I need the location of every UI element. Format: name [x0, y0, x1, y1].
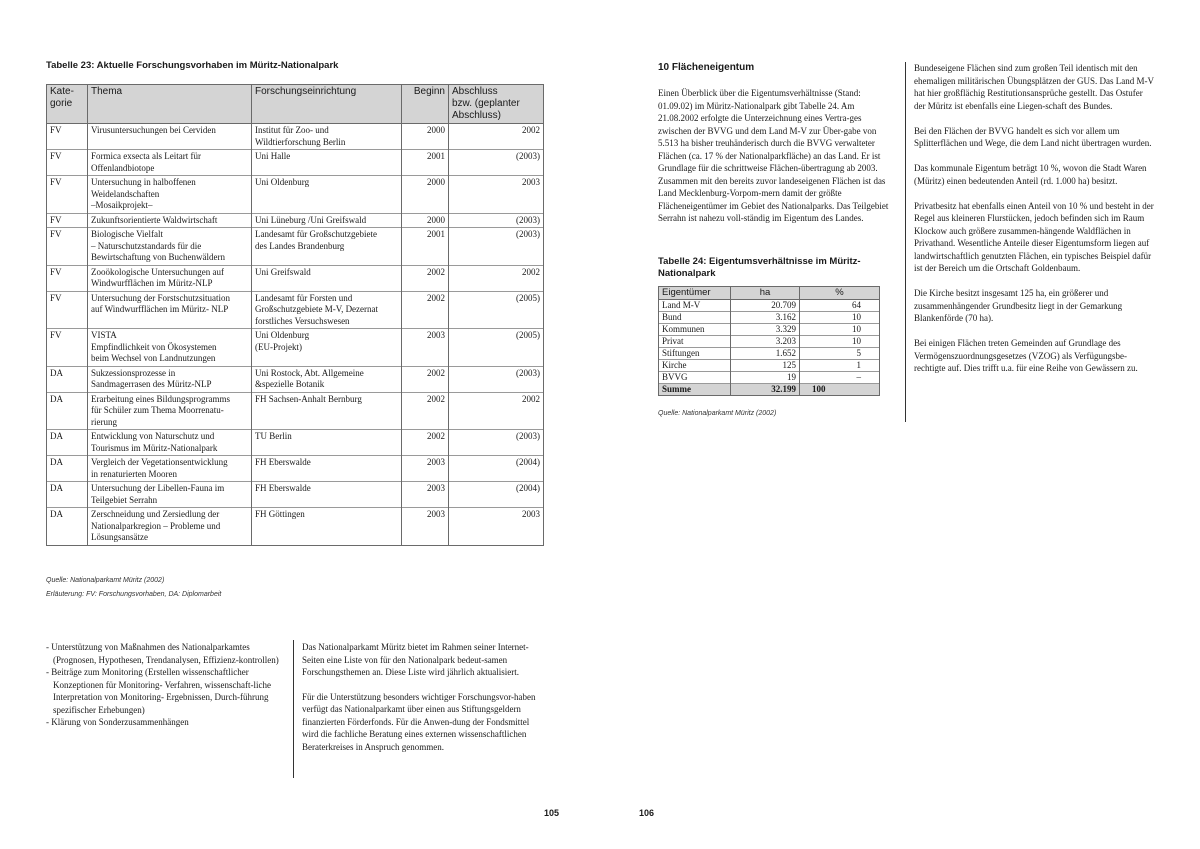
cell-thema: Erarbeitung eines Bildungsprogramms für Schüler zum Thema Moorrenatu- rierung	[88, 392, 252, 430]
cell-thema: Vergleich der Vegetationsentwicklung in renaturierten Mooren	[88, 456, 252, 482]
table-row	[47, 482, 544, 508]
table-row	[47, 228, 544, 266]
ownership-table	[658, 286, 880, 396]
header-beginn: Beginn	[402, 85, 449, 124]
cell-thema: Zukunftsorientierte Waldwirtschaft	[88, 213, 252, 228]
table-header-row	[659, 287, 880, 300]
cell-thema: Virusuntersuchungen bei Cerviden	[88, 124, 252, 150]
page-number-left: 105	[544, 808, 560, 818]
cell-kategorie: FV	[47, 228, 88, 266]
cell-einrichtung: TU Berlin	[252, 430, 402, 456]
cell-einrichtung: Institut für Zoo- und Wildtierforschung Berlin	[252, 124, 402, 150]
cell-kategorie: FV	[47, 124, 88, 150]
cell-abschluss: 2002	[449, 124, 544, 150]
cell-eigentuemer: Privat	[659, 336, 731, 348]
header-ha: ha	[731, 287, 800, 300]
cell-kategorie: FV	[47, 329, 88, 367]
table-row	[47, 329, 544, 367]
cell-kategorie: DA	[47, 482, 88, 508]
table-row	[47, 150, 544, 176]
table-row	[47, 176, 544, 214]
cell-eigentuemer: Stiftungen	[659, 348, 731, 360]
table23-source: Quelle: Nationalparkamt Müritz (2002)	[46, 577, 165, 584]
cell-abschluss: (2003)	[449, 213, 544, 228]
cell-thema: Entwicklung von Naturschutz und Tourismus im Müritz-Nationalpark	[88, 430, 252, 456]
cell-einrichtung: Uni Greifswald	[252, 265, 402, 291]
table-row	[47, 124, 544, 150]
table-row	[47, 213, 544, 228]
table24-source: Quelle: Nationalparkamt Müritz (2002)	[658, 410, 777, 417]
cell-kategorie: DA	[47, 392, 88, 430]
cell-percent: –	[800, 372, 880, 384]
table-row	[47, 392, 544, 430]
cell-thema: Zooökologische Untersuchungen auf Windwurfflächen im Müritz-NLP	[88, 265, 252, 291]
cell-abschluss: 2003	[449, 176, 544, 214]
table-row	[659, 336, 880, 348]
table-row	[659, 324, 880, 336]
cell-ha: 20.709	[731, 300, 800, 312]
cell-beginn: 2001	[402, 228, 449, 266]
cell-ha: 125	[731, 360, 800, 372]
body-text-column	[302, 641, 547, 765]
cell-beginn: 2002	[402, 291, 449, 329]
research-projects-table	[46, 84, 544, 546]
cell-beginn: 2001	[402, 150, 449, 176]
cell-thema: Biologische Vielfalt – Naturschutzstandards für die Bewirtschaftung von Buchenwäldern	[88, 228, 252, 266]
table-row	[47, 291, 544, 329]
table-row	[47, 456, 544, 482]
cell-ha: 1.652	[731, 348, 800, 360]
cell-abschluss: (2004)	[449, 482, 544, 508]
cell-einrichtung: Uni Oldenburg	[252, 176, 402, 214]
cell-kategorie: DA	[47, 366, 88, 392]
table-row	[47, 265, 544, 291]
paragraph: Die Kirche besitzt insgesamt 125 ha, ein größerer und zusammenhängender Grundbesitz liegt in der Gemarkung Blankenförde (70 ha).	[914, 288, 1123, 323]
cell-beginn: 2000	[402, 124, 449, 150]
header-kategorie: Kate- gorie	[47, 85, 88, 124]
page-number-right: 106	[639, 808, 655, 818]
cell-beginn: 2003	[402, 482, 449, 508]
right-text-column	[914, 62, 1154, 387]
table-row	[47, 366, 544, 392]
section-text: Einen Überblick über die Eigentumsverhältnisse (Stand: 01.09.02) im Müritz-Nationalpark gibt Tabelle 24. Am 21.08.2002 erfolgte die Unterzeichnung eines Vertra-ges zwischen der BVVG und dem Land M-V zur Über-gabe von 5.513 ha bisher treuhänderisch durch die BVVG verwalteter Flächen (ca. 17 % der Nationalparkfläche) an das Land. Er ist Grundlage für die schrittweise Flächen-übertragung ab 2003. Zusammen mit den bereits zuvor landeseigenen Flächen ist das Land Mecklenburg-Vorpom-mern damit der größte Flächeneigentümer im Gebiet des Nationalparks. Das Teilgebiet Serrahn ist nahezu voll-ständig im Eigentum des Landes.	[658, 88, 889, 223]
table-row	[659, 312, 880, 324]
cell-thema: Untersuchung der Libellen-Fauna im Teilgebiet Serrahn	[88, 482, 252, 508]
cell-thema: Untersuchung in halboffenen Weidelandschaften –Mosaikprojekt–	[88, 176, 252, 214]
cell-percent: 1	[800, 360, 880, 372]
table24-title: Tabelle 24: Eigentumsverhältnisse im Müritz-Nationalpark	[658, 256, 861, 279]
cell-kategorie: DA	[47, 456, 88, 482]
cell-beginn: 2002	[402, 430, 449, 456]
cell-kategorie: DA	[47, 508, 88, 546]
cell-kategorie: FV	[47, 291, 88, 329]
table-row	[47, 508, 544, 546]
cell-ha: 32.199	[731, 384, 800, 396]
cell-einrichtung: Uni Halle	[252, 150, 402, 176]
cell-einrichtung: Uni Oldenburg (EU-Projekt)	[252, 329, 402, 367]
cell-percent: 64	[800, 300, 880, 312]
table-sum-row	[659, 384, 880, 396]
cell-einrichtung: Landesamt für Großschutzgebiete des Landes Brandenburg	[252, 228, 402, 266]
cell-einrichtung: FH Göttingen	[252, 508, 402, 546]
cell-abschluss: 2003	[449, 508, 544, 546]
cell-abschluss: (2003)	[449, 366, 544, 392]
cell-beginn: 2000	[402, 213, 449, 228]
cell-beginn: 2003	[402, 508, 449, 546]
cell-percent: 10	[800, 336, 880, 348]
paragraph: Das kommunale Eigentum beträgt 10 %, wovon die Stadt Waren (Müritz) einen bedeutenden Anteil (rd. 1.000 ha) besitzt.	[914, 163, 1147, 186]
cell-kategorie: FV	[47, 265, 88, 291]
cell-eigentuemer: BVVG	[659, 372, 731, 384]
cell-abschluss: (2003)	[449, 228, 544, 266]
header-percent: %	[800, 287, 880, 300]
paragraph: Für die Unterstützung besonders wichtiger Forschungsvor-haben verfügt das Nationalparkamt über einen aus Stiftungsgeldern finanzierten Förderfonds. Für die Anwen-dung der Fondsmittel wird die fachliche Beratung eines externen wissenschaftlichen Beraterkreises in Anspruch genommen.	[302, 691, 536, 752]
cell-einrichtung: Uni Lüneburg /Uni Greifswald	[252, 213, 402, 228]
cell-beginn: 2002	[402, 265, 449, 291]
paragraph: Bei einigen Flächen treten Gemeinden auf Grundlage des Vermögenszuordnungsgesetzes (VZOG) als Verfügungsbe-rechtigte auf. Dies trifft u.a. für eine Reihe von Gewässern zu.	[914, 338, 1138, 373]
cell-abschluss: (2005)	[449, 329, 544, 367]
cell-abschluss: (2004)	[449, 456, 544, 482]
list-item: - Beiträge zum Monitoring (Erstellen wissenschaftlicher Konzeptionen für Monitoring- Verfahren, wissenschaft-liche Interpretation von Monitoring- Ergebnissen, Durch-führung spezifischer Erhebungen)	[46, 667, 272, 715]
list-item: - Unterstützung von Maßnahmen des Nationalparkamtes (Prognosen, Hypothesen, Trendanalysen, Effizienz-kontrollen)	[46, 642, 279, 665]
paragraph: Bundeseigene Flächen sind zum großen Teil identisch mit den ehemaligen militärischen Übungsplätzen der GUS. Das Land M-V hat hier großflächig Restitutionsansprüche gestellt. Das Ostufer der Müritz ist ebenfalls eine Liegen-schaft des Bundes.	[914, 63, 1154, 111]
table-row	[659, 372, 880, 384]
cell-abschluss: (2003)	[449, 430, 544, 456]
list-item: - Klärung von Sonderzusammenhängen	[46, 717, 189, 727]
cell-thema: Untersuchung der Forstschutzsituation auf Windwurfflächen im Müritz- NLP	[88, 291, 252, 329]
cell-beginn: 2003	[402, 329, 449, 367]
table-row	[659, 300, 880, 312]
table-row	[47, 430, 544, 456]
header-einrichtung: Forschungseinrichtung	[252, 85, 402, 124]
cell-beginn: 2000	[402, 176, 449, 214]
cell-thema: VISTA Empfindlichkeit von Ökosystemen beim Wechsel von Landnutzungen	[88, 329, 252, 367]
cell-beginn: 2002	[402, 366, 449, 392]
cell-einrichtung: FH Eberswalde	[252, 482, 402, 508]
cell-abschluss: 2002	[449, 265, 544, 291]
cell-einrichtung: Landesamt für Forsten und Großschutzgebiete M-V, Dezernat forstliches Versuchswesen	[252, 291, 402, 329]
cell-einrichtung: FH Sachsen-Anhalt Bernburg	[252, 392, 402, 430]
cell-ha: 19	[731, 372, 800, 384]
cell-thema: Zerschneidung und Zersiedlung der Nationalparkregion – Probleme und Lösungsansätze	[88, 508, 252, 546]
cell-eigentuemer: Kommunen	[659, 324, 731, 336]
cell-abschluss: 2002	[449, 392, 544, 430]
cell-abschluss: (2005)	[449, 291, 544, 329]
header-eigentuemer: Eigentümer	[659, 287, 731, 300]
cell-thema: Sukzessionsprozesse in Sandmagerrasen des Müritz-NLP	[88, 366, 252, 392]
cell-eigentuemer: Summe	[659, 384, 731, 396]
section-heading: 10 Flächeneigentum	[658, 62, 755, 73]
cell-einrichtung: Uni Rostock, Abt. Allgemeine &spezielle Botanik	[252, 366, 402, 392]
cell-kategorie: FV	[47, 176, 88, 214]
cell-ha: 3.203	[731, 336, 800, 348]
column-divider	[905, 62, 906, 422]
cell-kategorie: DA	[47, 430, 88, 456]
table-row	[659, 348, 880, 360]
table-row	[659, 360, 880, 372]
cell-einrichtung: FH Eberswalde	[252, 456, 402, 482]
cell-eigentuemer: Land M-V	[659, 300, 731, 312]
paragraph: Privatbesitz hat ebenfalls einen Anteil von 10 % und besteht in der Regel aus kleineren Flurstücken, jedoch befinden sich im Raum Klockow auch größere zusammen-hängende Waldflächen in Privathand. Wesentliche Anteile dieser Eigentumsform liegen auf landwirtschaftlich genutzten Flächen, ein typisches Beispiel dafür ist der Bereich um die Ortschaft Goldenbaum.	[914, 200, 1154, 273]
cell-percent: 5	[800, 348, 880, 360]
cell-ha: 3.162	[731, 312, 800, 324]
cell-percent: 10	[800, 312, 880, 324]
paragraph: Das Nationalparkamt Müritz bietet im Rahmen seiner Internet-Seiten eine Liste von für den Nationalpark bedeut-samen Forschungsthemen an. Diese Liste wird jährlich aktualisiert.	[302, 642, 529, 677]
bullet-list	[46, 641, 286, 729]
cell-percent: 100	[800, 384, 880, 396]
cell-beginn: 2003	[402, 456, 449, 482]
table23-title: Tabelle 23: Aktuelle Forschungsvorhaben im Müritz-Nationalpark	[46, 60, 339, 71]
cell-eigentuemer: Kirche	[659, 360, 731, 372]
table23-legend: Erläuterung: FV: Forschungsvorhaben, DA: Diplomarbeit	[46, 591, 222, 598]
cell-beginn: 2002	[402, 392, 449, 430]
cell-kategorie: FV	[47, 150, 88, 176]
header-thema: Thema	[88, 85, 252, 124]
column-divider	[293, 640, 294, 778]
paragraph: Bei den Flächen der BVVG handelt es sich vor allem um Splitterflächen und Wege, die dem Land nicht übertragen wurden.	[914, 125, 1152, 148]
cell-thema: Formica exsecta als Leitart für Offenlandbiotope	[88, 150, 252, 176]
header-abschluss: Abschluss bzw. (geplanter Abschluss)	[449, 85, 544, 124]
cell-kategorie: FV	[47, 213, 88, 228]
cell-eigentuemer: Bund	[659, 312, 731, 324]
cell-percent: 10	[800, 324, 880, 336]
table-header-row	[47, 85, 544, 124]
cell-ha: 3.329	[731, 324, 800, 336]
cell-abschluss: (2003)	[449, 150, 544, 176]
